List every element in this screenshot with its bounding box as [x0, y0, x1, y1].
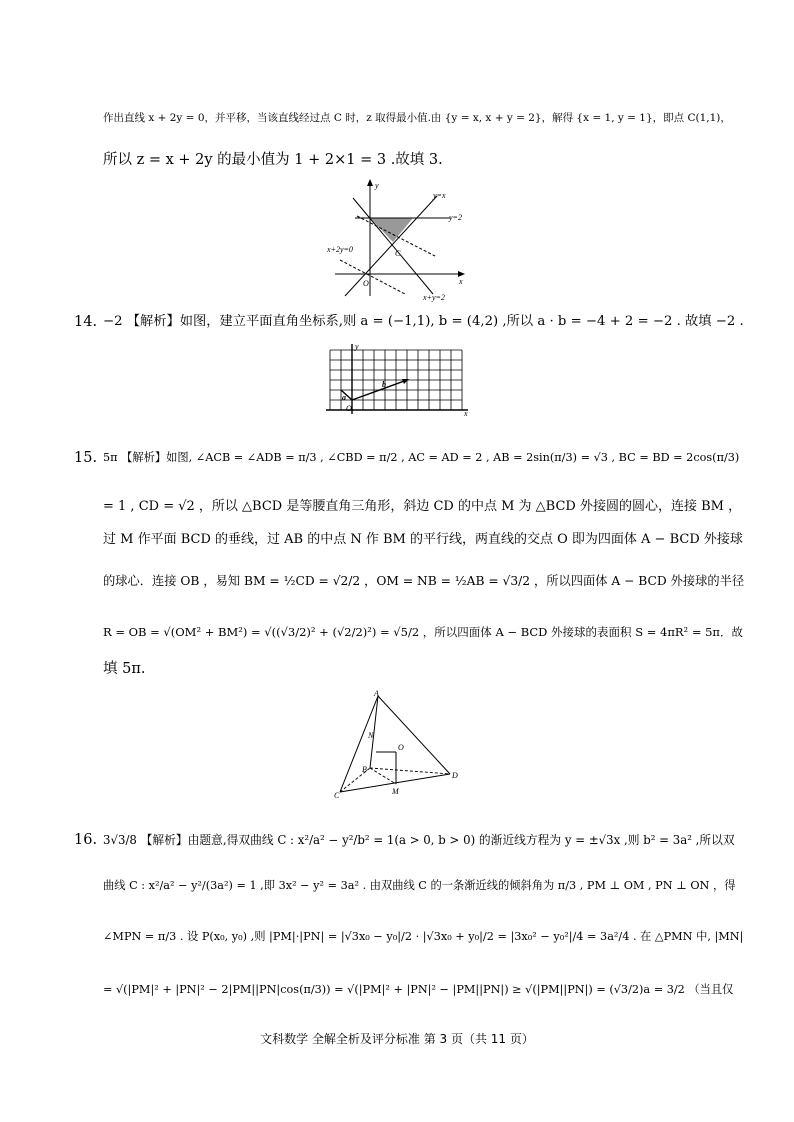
q13-label-y: y [375, 181, 379, 190]
q16-line-1: 3√3/8 【解析】由题意,得双曲线 C : x²/a² − y²/b² = 1(a > 0, b > 0) 的渐近线方程为 y = ±√3x ,则 b² = 3a² ,所以双 [103, 833, 735, 847]
q15-line-6: 填 5π. [103, 661, 146, 677]
q13-line-2: 所以 z = x + 2y 的最小值为 1 + 2×1 = 3 .故填 3. [103, 152, 443, 168]
q15-line-1: 5π 【解析】如图, ∠ACB = ∠ADB = π/3 , ∠CBD = π/2 , AC = AD = 2 , AB = 2sin(π/3) = √3 , BC = BD = 2cos(π/3) [103, 451, 740, 464]
q15-figure [330, 688, 462, 800]
q14-line-1: −2 【解析】如图，建立平面直角坐标系,则 a = (−1,1), b = (4,2) ,所以 a · b = −4 + 2 = −2 . 故填 −2 . [103, 314, 744, 329]
q15-label-B: B [362, 765, 367, 774]
q14-label-a: a [342, 393, 346, 402]
q15-line-5: R = OB = √(OM² + BM²) = √((√3/2)² + (√2/2)²) = √5/2 ，所以四面体 A − BCD 外接球的表面积 S = 4πR² = 5π．故 [103, 625, 743, 639]
q16-line-2: 曲线 C : x²/a² − y²/(3a²) = 1 ,即 3x² − y² = 3a² . 由双曲线 C 的一条渐近线的倾斜角为 π/3 , PM ⊥ OM , PN ⊥ ON ，得 [103, 879, 736, 892]
q15-label-O: O [398, 743, 404, 752]
q14-label-b: b [382, 380, 386, 389]
q13-label-xy2: x+y=2 [423, 293, 445, 302]
q15-label-N: N [368, 731, 374, 740]
q15-label-C: C [334, 791, 340, 800]
q14-label-O: O [346, 404, 352, 413]
q13-label-y2: y=2 [449, 213, 462, 222]
q15-label-A: A [374, 689, 379, 698]
q13-label-O: O [363, 279, 369, 288]
q14-number: 14. [74, 314, 98, 330]
q15-line-4: 的球心．连接 OB ，易知 BM = ½CD = √2/2 ，OM = NB = ½AB = √3/2 ，所以四面体 A − BCD 外接球的半径 [103, 574, 745, 588]
q15-label-M: M [392, 787, 399, 796]
q15-number: 15. [74, 450, 98, 466]
q16-number: 16. [74, 832, 98, 848]
q14-label-y: y [355, 342, 359, 351]
q13-label-x2y0: x+2y=0 [327, 245, 353, 254]
q15-line-3: 过 M 作平面 BCD 的垂线，过 AB 的中点 N 作 BM 的平行线，两直线的交点 O 即为四面体 A − BCD 外接球 [103, 532, 743, 547]
q16-line-3: ∠MPN = π/3 . 设 P(x₀, y₀) ,则 |PM|·|PN| = |√3x₀ − y₀|/2 · |√3x₀ + y₀|/2 = |3x₀² − y₀²|/4 = 3a²/4 . 在 △PMN 中, |MN| [103, 930, 744, 943]
q13-label-C: C [395, 249, 401, 258]
q14-figure [322, 340, 472, 418]
q15-line-2: = 1 , CD = √2 ，所以 △BCD 是等腰直角三角形，斜边 CD 的中点 M 为 △BCD 外接圆的圆心，连接 BM ， [103, 499, 742, 514]
page-footer: 文科数学 全解全析及评分标准 第 3 页（共 11 页） [260, 1032, 534, 1046]
q14-label-x: x [464, 409, 468, 418]
q13-label-x: x [459, 277, 463, 286]
q13-label-yx: y=x [433, 191, 446, 200]
q16-line-4: = √(|PM|² + |PN|² − 2|PM||PN|cos(π/3)) = √(|PM|² + |PN|² − |PM||PN|) ≥ √(|PM||PN|) = (√3/2)a = 3/2 （当且仅 [103, 983, 734, 996]
q15-label-D: D [452, 771, 458, 780]
q13-line-1: 作出直线 x + 2y = 0，并平移，当该直线经过点 C 时，z 取得最小值.由 {y = x, x + y = 2}，解得 {x = 1, y = 1}，即点 C(1,1)， [103, 112, 731, 124]
q13-figure [325, 176, 475, 302]
